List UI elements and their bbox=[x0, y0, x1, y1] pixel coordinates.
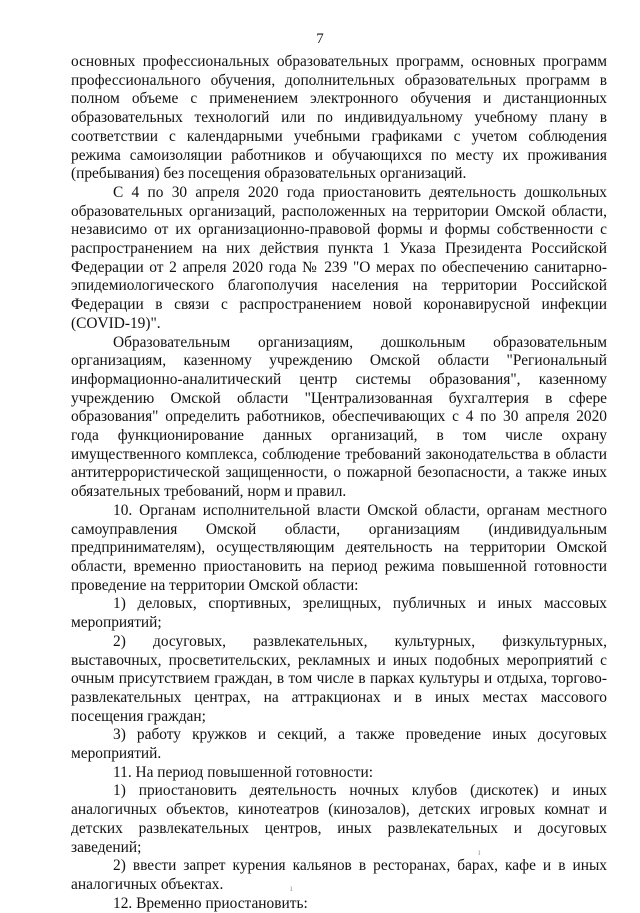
paragraph-item-10: 10. Органам исполнительной власти Омской области, органам местного самоуправления Омской области, организациям (индивидуальным предпринимателям), осуществляющим деятельность на территории Омской области, временно приостановить на период режима повышенной готовности проведение на территории Омской области: bbox=[71, 501, 607, 594]
paragraph-item-10-3: 3) работу кружков и секций, а также проведение иных досуговых мероприятий. bbox=[71, 726, 607, 763]
paragraph-item-12: 12. Временно приостановить: bbox=[113, 894, 308, 912]
paragraph-item-10-2: 2) досуговых, развлекательных, культурных, физкультурных, выставочных, просветительских, рекламных и иных подобных мероприятий с очным присутствием граждан, в том числе в парках культуры и отдыха, торгово-развлекательных центрах, на аттракционах и в иных местах массового посещения граждан; bbox=[71, 632, 607, 725]
paragraph-education-programs: основных профессиональных образовательных программ, основных программ профессионального обучения, дополнительных образовательных программ в полном объеме с применением электронного обучения и дистанционных образовательных технологий или по индивидуальному учебному плану в соответствии с календарными учебными графиками с учетом соблюдения режима самоизоляции работников и обучающихся по месту их проживания (пребывания) без посещения образовательных организаций. bbox=[71, 53, 607, 183]
paragraph-item-11-2: 2) ввести запрет курения кальянов в ресторанах, барах, кафе и в иных аналогичных объектах. bbox=[71, 857, 607, 893]
paragraph-preschool-suspension: С 4 по 30 апреля 2020 года приостановить деятельность дошкольных образовательных организаций, расположенных на территории Омской области, независимо от их организационно-правовой формы и формы собственности с распространением на них действия пункта 1 Указа Президента Российской Федерации от 2 апреля 2020 года № 239 "О мерах по обеспечению санитарно-эпидемиологического благополучия населения на территории Российской Федерации в связи с распространением новой коронавирусной инфекции (COVID-19)". bbox=[71, 183, 607, 332]
scan-artifact-dot: ı bbox=[290, 883, 293, 893]
scan-artifact-dot: ı bbox=[478, 847, 481, 857]
page-number: 7 bbox=[316, 31, 324, 47]
paragraph-item-11-1: 1) приостановить деятельность ночных клубов (дискотек) и иных аналогичных объектов, кинотеатров (кинозалов), детских игровых комнат и детских развлекательных центров, иных развлекательных и досуговых заведений; bbox=[71, 782, 607, 856]
document-body bbox=[71, 53, 607, 913]
paragraph-item-10-1: 1) деловых, спортивных, зрелищных, публичных и иных массовых мероприятий; bbox=[71, 595, 607, 632]
paragraph-item-11: 11. На период повышенной готовности: bbox=[113, 763, 374, 781]
paragraph-staff-assignment: Образовательным организациям, дошкольным образовательным организациям, казенному учреждению Омской области "Региональный информационно-аналитический центр системы образования", казенному учреждению Омской области "Централизованная бухгалтерия в сфере образования" определить работников, обеспечивающих с 4 по 30 апреля 2020 года функционирование данных организаций, в том числе охрану имущественного комплекса, соблюдение требований законодательства в области антитеррористической защищенности, о пожарной безопасности, а также иных обязательных требований, норм и правил. bbox=[71, 333, 607, 501]
